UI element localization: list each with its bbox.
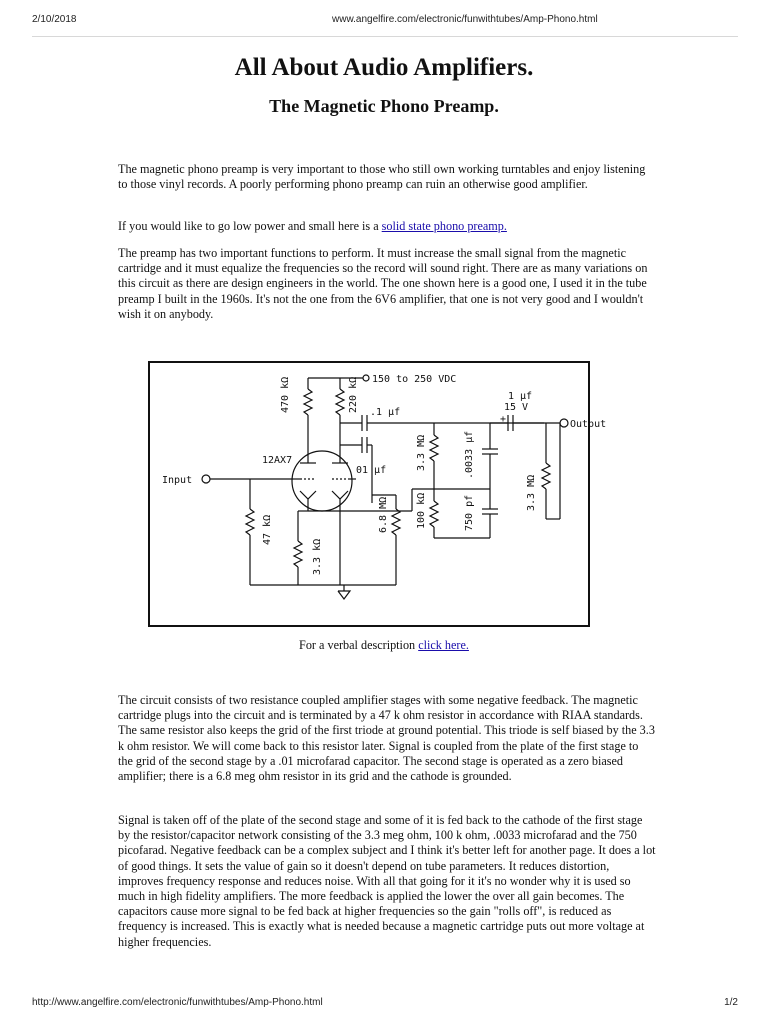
- c0033-label: .0033 µf: [464, 430, 475, 479]
- tube-label: 12AX7: [262, 455, 293, 466]
- print-header: [32, 14, 738, 28]
- header-divider: [32, 36, 738, 37]
- circuit-paragraph: The circuit consists of two resistance coupled amplifier stages with some negative feedback. The magnetic cartridge plugs into the circuit and is terminated by a 47 k ohm resistor in accordance with RIAA standards. The same resistor also keeps the grid of the first triode at ground potential. This triode is self biased by the 3.3 k ohm resistor. We will come back to this resistor later. Signal is coupled from the plate of the first stage to the grid of the second stage by a .01 microfarad capacitor. The second stage is operated as a zero biased amplifier; there is a 6.8 meg ohm resistor in its grid and the cathode is grounded.: [118, 693, 655, 784]
- r220k-label: 220 kΩ: [348, 376, 359, 413]
- c1uf-label: 1 µf: [508, 391, 533, 402]
- supply-label: 150 to 250 VDC: [372, 374, 457, 385]
- r68m-label: 6.8 MΩ: [378, 496, 389, 533]
- footer-url: http://www.angelfire.com/electronic/funwithtubes/Amp-Phono.html: [32, 997, 323, 1008]
- low-power-text: If you would like to go low power and small here is a: [118, 219, 382, 233]
- intro-paragraph: The magnetic phono preamp is very important to those who still own working turntables and enjoy listening to those vinyl records. A poorly performing phono preamp can ruin an otherwise good amplifier.: [118, 162, 646, 192]
- r47k-label: 47 kΩ: [262, 514, 273, 545]
- r33k-label: 3.3 kΩ: [312, 538, 323, 575]
- schematic-drawing: [150, 363, 607, 625]
- output-label: Output: [570, 419, 607, 430]
- r33m-label: 3.3 MΩ: [416, 434, 427, 471]
- solid-state-preamp-link[interactable]: solid state phono preamp.: [381, 219, 507, 233]
- low-power-paragraph: [118, 219, 656, 234]
- c750-label: 750 pf: [464, 494, 475, 531]
- page-subtitle: The Magnetic Phono Preamp.: [269, 96, 499, 116]
- page-number: 1/2: [724, 997, 738, 1008]
- r470k-label: 470 kΩ: [280, 376, 291, 413]
- page-title: All About Audio Amplifiers.: [234, 54, 534, 81]
- verbal-description-caption: [0, 638, 768, 653]
- c01uf-label: .1 µf: [370, 407, 401, 418]
- feedback-paragraph: Signal is taken off of the plate of the second stage and some of it is fed back to the cathode of the first stage by the resistor/capacitor network consisting of the 3.3 meg ohm, 100 k ohm, .0033 microfarad and the 750 picofarad. Negative feedback can be a complex subject and I think it's better left for another page. It does a lot of good things. It sets the value of gain so it doesn't depend on tube parameters. It reduces distortion, improves frequency response and reduces noise. With all that going for it it's no wonder why it is used so much in high fidelity amplifiers. The more feedback is applied the lower the over all gain becomes. The capacitors cause more signal to be fed back at higher frequencies so the gain "rolls off", is reduced as frequency is increased. This is exactly what is needed because a magnetic cartridge puts out more voltage at higher frequencies.: [118, 813, 656, 949]
- plus-label: +: [500, 414, 507, 425]
- print-date: 2/10/2018: [32, 14, 77, 25]
- print-footer: [32, 997, 738, 1011]
- functions-paragraph: The preamp has two important functions to perform. It must increase the small signal from the magnetic cartridge and it must equalize the frequencies so the record will sound right. There are as many variations on this circuit as there are design engineers in the world. The one shown here is a good one, I used it in the tube preamp I built in the 1960s. It's not the one from the 6V6 amplifier, that one is not very good and I wouldn't wish it on anybody.: [118, 246, 648, 321]
- print-url: www.angelfire.com/electronic/funwithtubes/Amp-Phono.html: [332, 14, 598, 25]
- r33m-out-label: 3.3 MΩ: [526, 474, 537, 511]
- c001uf-label: 01 µf: [356, 465, 387, 476]
- r100k-label: 100 kΩ: [416, 492, 427, 529]
- input-label: Input: [162, 475, 193, 486]
- v15-label: 15 V: [504, 402, 529, 413]
- phono-preamp-schematic: [148, 361, 607, 627]
- verbal-description-link[interactable]: click here.: [418, 638, 469, 652]
- caption-text: For a verbal description: [299, 638, 419, 652]
